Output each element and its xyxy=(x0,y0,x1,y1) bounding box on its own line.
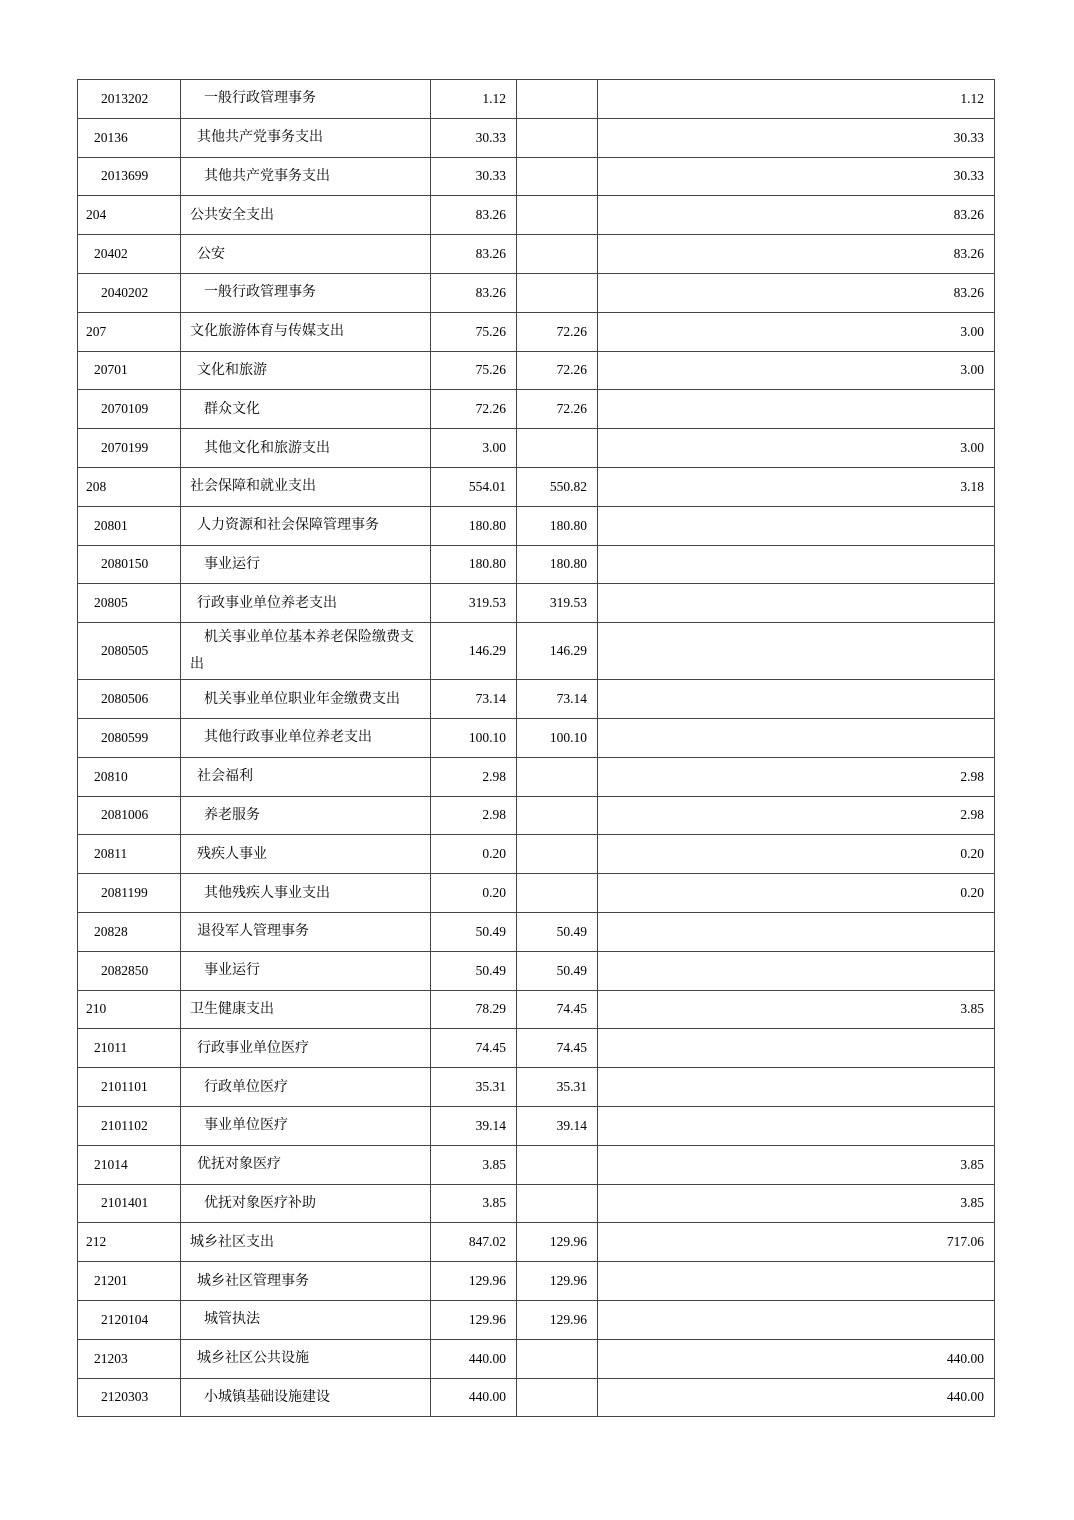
project-expenditure-cell: 3.85 xyxy=(598,990,995,1029)
budget-expenditure-sheet xyxy=(77,79,994,1417)
total-amount-cell: 847.02 xyxy=(431,1223,517,1262)
basic-expenditure-cell: 146.29 xyxy=(517,623,598,680)
table-row xyxy=(78,312,995,351)
subject-code-cell: 2070109 xyxy=(78,390,181,429)
subject-code-cell: 2070199 xyxy=(78,429,181,468)
table-row xyxy=(78,429,995,468)
project-expenditure-cell: 83.26 xyxy=(598,273,995,312)
basic-expenditure-cell xyxy=(517,796,598,835)
table-row xyxy=(78,1339,995,1378)
table-row xyxy=(78,680,995,719)
project-expenditure-cell: 83.26 xyxy=(598,235,995,274)
subject-code-cell: 2082850 xyxy=(78,951,181,990)
total-amount-cell: 74.45 xyxy=(431,1029,517,1068)
project-expenditure-cell xyxy=(598,680,995,719)
subject-name-cell: 行政单位医疗 xyxy=(181,1068,431,1107)
basic-expenditure-cell: 180.80 xyxy=(517,545,598,584)
subject-name-cell: 群众文化 xyxy=(181,390,431,429)
subject-name-cell: 文化和旅游 xyxy=(181,351,431,390)
subject-code-cell: 20828 xyxy=(78,912,181,951)
subject-name-cell: 城乡社区管理事务 xyxy=(181,1262,431,1301)
total-amount-cell: 3.00 xyxy=(431,429,517,468)
project-expenditure-cell: 2.98 xyxy=(598,757,995,796)
table-row xyxy=(78,951,995,990)
basic-expenditure-cell xyxy=(517,80,598,119)
subject-code-cell: 2080150 xyxy=(78,545,181,584)
basic-expenditure-cell xyxy=(517,1145,598,1184)
table-row xyxy=(78,80,995,119)
subject-name-cell: 行政事业单位养老支出 xyxy=(181,584,431,623)
subject-name-cell: 其他残疾人事业支出 xyxy=(181,874,431,913)
project-expenditure-cell xyxy=(598,912,995,951)
subject-name-cell: 一般行政管理事务 xyxy=(181,80,431,119)
subject-code-cell: 21011 xyxy=(78,1029,181,1068)
table-row xyxy=(78,118,995,157)
table-row xyxy=(78,796,995,835)
subject-name-cell: 养老服务 xyxy=(181,796,431,835)
basic-expenditure-cell: 74.45 xyxy=(517,990,598,1029)
project-expenditure-cell: 0.20 xyxy=(598,835,995,874)
total-amount-cell: 83.26 xyxy=(431,273,517,312)
total-amount-cell: 180.80 xyxy=(431,545,517,584)
subject-name-cell: 事业单位医疗 xyxy=(181,1106,431,1145)
basic-expenditure-cell: 39.14 xyxy=(517,1106,598,1145)
project-expenditure-cell: 3.85 xyxy=(598,1145,995,1184)
subject-code-cell: 21014 xyxy=(78,1145,181,1184)
table-body xyxy=(78,80,995,1417)
subject-name-cell: 退役军人管理事务 xyxy=(181,912,431,951)
subject-name-cell: 文化旅游体育与传媒支出 xyxy=(181,312,431,351)
basic-expenditure-cell xyxy=(517,429,598,468)
total-amount-cell: 83.26 xyxy=(431,235,517,274)
subject-name-cell: 其他共产党事务支出 xyxy=(181,118,431,157)
subject-name-cell: 公安 xyxy=(181,235,431,274)
total-amount-cell: 73.14 xyxy=(431,680,517,719)
table-row xyxy=(78,1068,995,1107)
table-row xyxy=(78,235,995,274)
subject-code-cell: 20136 xyxy=(78,118,181,157)
total-amount-cell: 1.12 xyxy=(431,80,517,119)
total-amount-cell: 0.20 xyxy=(431,835,517,874)
total-amount-cell: 554.01 xyxy=(431,467,517,506)
table-row xyxy=(78,157,995,196)
total-amount-cell: 35.31 xyxy=(431,1068,517,1107)
basic-expenditure-cell: 35.31 xyxy=(517,1068,598,1107)
total-amount-cell: 2.98 xyxy=(431,796,517,835)
table-row xyxy=(78,835,995,874)
subject-code-cell: 207 xyxy=(78,312,181,351)
basic-expenditure-cell xyxy=(517,874,598,913)
subject-code-cell: 2101401 xyxy=(78,1184,181,1223)
project-expenditure-cell xyxy=(598,623,995,680)
budget-expenditure-table xyxy=(77,79,995,1417)
subject-code-cell: 212 xyxy=(78,1223,181,1262)
subject-name-cell: 城乡社区支出 xyxy=(181,1223,431,1262)
project-expenditure-cell: 30.33 xyxy=(598,157,995,196)
project-expenditure-cell xyxy=(598,1300,995,1339)
total-amount-cell: 129.96 xyxy=(431,1262,517,1301)
project-expenditure-cell xyxy=(598,1106,995,1145)
subject-name-cell: 优抚对象医疗补助 xyxy=(181,1184,431,1223)
project-expenditure-cell xyxy=(598,584,995,623)
project-expenditure-cell: 717.06 xyxy=(598,1223,995,1262)
project-expenditure-cell xyxy=(598,1068,995,1107)
subject-code-cell: 2040202 xyxy=(78,273,181,312)
total-amount-cell: 30.33 xyxy=(431,118,517,157)
project-expenditure-cell: 440.00 xyxy=(598,1339,995,1378)
basic-expenditure-cell: 50.49 xyxy=(517,912,598,951)
table-row xyxy=(78,623,995,680)
total-amount-cell: 2.98 xyxy=(431,757,517,796)
subject-code-cell: 21201 xyxy=(78,1262,181,1301)
subject-code-cell: 2120303 xyxy=(78,1378,181,1417)
subject-code-cell: 2080506 xyxy=(78,680,181,719)
basic-expenditure-cell xyxy=(517,835,598,874)
subject-name-cell: 小城镇基础设施建设 xyxy=(181,1378,431,1417)
project-expenditure-cell: 440.00 xyxy=(598,1378,995,1417)
project-expenditure-cell xyxy=(598,506,995,545)
subject-code-cell: 2081006 xyxy=(78,796,181,835)
table-row xyxy=(78,912,995,951)
project-expenditure-cell xyxy=(598,718,995,757)
total-amount-cell: 319.53 xyxy=(431,584,517,623)
total-amount-cell: 30.33 xyxy=(431,157,517,196)
basic-expenditure-cell xyxy=(517,757,598,796)
basic-expenditure-cell: 50.49 xyxy=(517,951,598,990)
subject-name-cell: 一般行政管理事务 xyxy=(181,273,431,312)
table-row xyxy=(78,351,995,390)
total-amount-cell: 129.96 xyxy=(431,1300,517,1339)
total-amount-cell: 3.85 xyxy=(431,1184,517,1223)
basic-expenditure-cell: 129.96 xyxy=(517,1223,598,1262)
subject-name-cell: 城管执法 xyxy=(181,1300,431,1339)
basic-expenditure-cell: 319.53 xyxy=(517,584,598,623)
subject-name-cell: 城乡社区公共设施 xyxy=(181,1339,431,1378)
subject-name-cell: 机关事业单位基本养老保险缴费支出 xyxy=(181,623,431,680)
total-amount-cell: 83.26 xyxy=(431,196,517,235)
subject-code-cell: 2120104 xyxy=(78,1300,181,1339)
subject-name-cell: 其他文化和旅游支出 xyxy=(181,429,431,468)
subject-name-cell: 机关事业单位职业年金缴费支出 xyxy=(181,680,431,719)
project-expenditure-cell: 0.20 xyxy=(598,874,995,913)
subject-name-cell: 其他共产党事务支出 xyxy=(181,157,431,196)
basic-expenditure-cell: 73.14 xyxy=(517,680,598,719)
subject-code-cell: 208 xyxy=(78,467,181,506)
project-expenditure-cell xyxy=(598,951,995,990)
basic-expenditure-cell xyxy=(517,1339,598,1378)
subject-name-cell: 事业运行 xyxy=(181,545,431,584)
subject-code-cell: 210 xyxy=(78,990,181,1029)
table-row xyxy=(78,273,995,312)
subject-code-cell: 2080505 xyxy=(78,623,181,680)
table-row xyxy=(78,757,995,796)
subject-code-cell: 2013202 xyxy=(78,80,181,119)
table-row xyxy=(78,545,995,584)
project-expenditure-cell: 1.12 xyxy=(598,80,995,119)
total-amount-cell: 100.10 xyxy=(431,718,517,757)
table-row xyxy=(78,1223,995,1262)
subject-code-cell: 20811 xyxy=(78,835,181,874)
total-amount-cell: 180.80 xyxy=(431,506,517,545)
basic-expenditure-cell xyxy=(517,273,598,312)
basic-expenditure-cell xyxy=(517,1378,598,1417)
subject-code-cell: 204 xyxy=(78,196,181,235)
table-row xyxy=(78,196,995,235)
table-row xyxy=(78,1262,995,1301)
project-expenditure-cell xyxy=(598,390,995,429)
subject-name-cell: 人力资源和社会保障管理事务 xyxy=(181,506,431,545)
basic-expenditure-cell: 72.26 xyxy=(517,312,598,351)
basic-expenditure-cell xyxy=(517,196,598,235)
table-row xyxy=(78,1184,995,1223)
subject-code-cell: 2101102 xyxy=(78,1106,181,1145)
subject-code-cell: 2013699 xyxy=(78,157,181,196)
total-amount-cell: 50.49 xyxy=(431,951,517,990)
total-amount-cell: 3.85 xyxy=(431,1145,517,1184)
table-row xyxy=(78,584,995,623)
table-row xyxy=(78,506,995,545)
subject-name-cell: 行政事业单位医疗 xyxy=(181,1029,431,1068)
subject-name-cell: 事业运行 xyxy=(181,951,431,990)
total-amount-cell: 50.49 xyxy=(431,912,517,951)
total-amount-cell: 75.26 xyxy=(431,351,517,390)
table-row xyxy=(78,467,995,506)
basic-expenditure-cell xyxy=(517,235,598,274)
total-amount-cell: 0.20 xyxy=(431,874,517,913)
basic-expenditure-cell: 180.80 xyxy=(517,506,598,545)
basic-expenditure-cell: 72.26 xyxy=(517,351,598,390)
subject-code-cell: 20805 xyxy=(78,584,181,623)
table-row xyxy=(78,1378,995,1417)
table-row xyxy=(78,718,995,757)
project-expenditure-cell: 3.00 xyxy=(598,429,995,468)
table-row xyxy=(78,874,995,913)
project-expenditure-cell: 3.00 xyxy=(598,312,995,351)
total-amount-cell: 75.26 xyxy=(431,312,517,351)
table-row xyxy=(78,1145,995,1184)
subject-code-cell: 20810 xyxy=(78,757,181,796)
basic-expenditure-cell: 72.26 xyxy=(517,390,598,429)
total-amount-cell: 39.14 xyxy=(431,1106,517,1145)
subject-name-cell: 优抚对象医疗 xyxy=(181,1145,431,1184)
project-expenditure-cell: 2.98 xyxy=(598,796,995,835)
project-expenditure-cell: 3.18 xyxy=(598,467,995,506)
subject-code-cell: 20801 xyxy=(78,506,181,545)
basic-expenditure-cell xyxy=(517,118,598,157)
total-amount-cell: 440.00 xyxy=(431,1378,517,1417)
project-expenditure-cell: 3.85 xyxy=(598,1184,995,1223)
basic-expenditure-cell: 550.82 xyxy=(517,467,598,506)
subject-code-cell: 20402 xyxy=(78,235,181,274)
subject-code-cell: 20701 xyxy=(78,351,181,390)
basic-expenditure-cell xyxy=(517,157,598,196)
basic-expenditure-cell xyxy=(517,1184,598,1223)
project-expenditure-cell xyxy=(598,1262,995,1301)
project-expenditure-cell xyxy=(598,1029,995,1068)
subject-name-cell: 其他行政事业单位养老支出 xyxy=(181,718,431,757)
project-expenditure-cell xyxy=(598,545,995,584)
subject-name-cell: 残疾人事业 xyxy=(181,835,431,874)
total-amount-cell: 72.26 xyxy=(431,390,517,429)
table-row xyxy=(78,1106,995,1145)
subject-name-cell: 公共安全支出 xyxy=(181,196,431,235)
total-amount-cell: 440.00 xyxy=(431,1339,517,1378)
table-row xyxy=(78,1300,995,1339)
table-row xyxy=(78,390,995,429)
basic-expenditure-cell: 74.45 xyxy=(517,1029,598,1068)
table-row xyxy=(78,1029,995,1068)
subject-code-cell: 2080599 xyxy=(78,718,181,757)
subject-name-cell: 卫生健康支出 xyxy=(181,990,431,1029)
subject-code-cell: 2101101 xyxy=(78,1068,181,1107)
basic-expenditure-cell: 129.96 xyxy=(517,1300,598,1339)
subject-name-cell: 社会福利 xyxy=(181,757,431,796)
subject-name-cell: 社会保障和就业支出 xyxy=(181,467,431,506)
table-row xyxy=(78,990,995,1029)
total-amount-cell: 78.29 xyxy=(431,990,517,1029)
project-expenditure-cell: 3.00 xyxy=(598,351,995,390)
total-amount-cell: 146.29 xyxy=(431,623,517,680)
project-expenditure-cell: 30.33 xyxy=(598,118,995,157)
subject-code-cell: 2081199 xyxy=(78,874,181,913)
basic-expenditure-cell: 129.96 xyxy=(517,1262,598,1301)
basic-expenditure-cell: 100.10 xyxy=(517,718,598,757)
subject-code-cell: 21203 xyxy=(78,1339,181,1378)
project-expenditure-cell: 83.26 xyxy=(598,196,995,235)
